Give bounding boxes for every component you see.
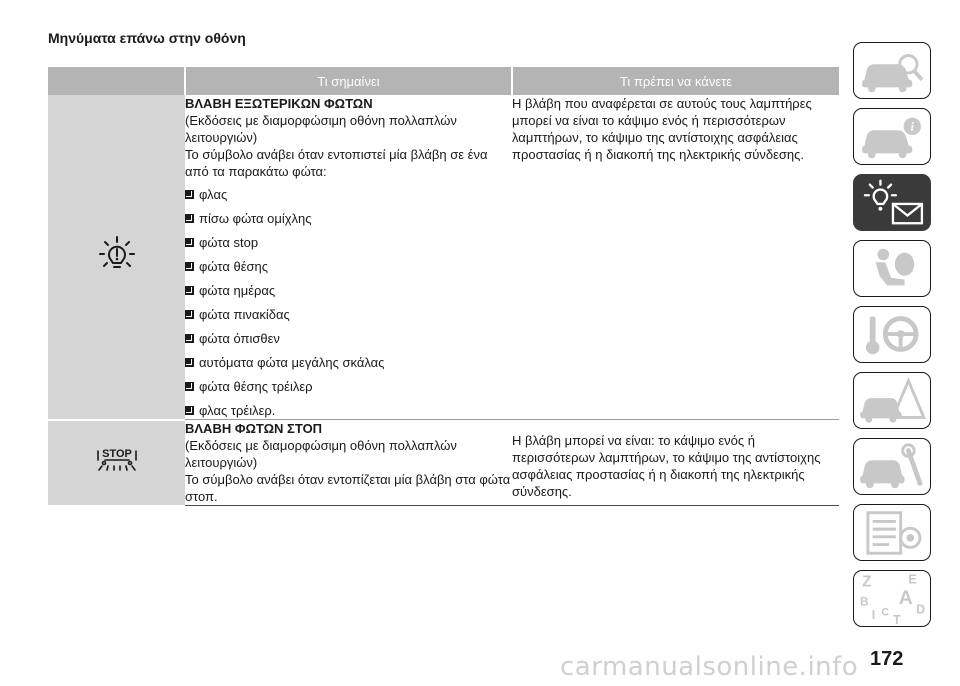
list-item-label: φώτα όπισθεν (199, 331, 280, 346)
header-action: Τι πρέπει να κάνετε (512, 67, 839, 95)
meaning-cell (185, 420, 512, 506)
list-item (185, 234, 512, 251)
table-row (48, 420, 839, 506)
fault-description: (Εκδόσεις με διαμορφώσιμη οθόνη πολλαπλών λειτουργιών) (185, 438, 457, 470)
list-item (185, 258, 512, 275)
list-item-label: φώτα πινακίδας (199, 307, 290, 322)
list-item (185, 306, 512, 323)
list-item-label: αυτόματα φώτα μεγάλης σκάλας (199, 355, 385, 370)
warning-light-message-icon (854, 175, 930, 230)
checkbox-icon (185, 358, 194, 367)
warning-messages-table (48, 67, 839, 507)
checkbox-icon (185, 214, 194, 223)
fault-title: ΒΛΑΒΗ ΦΩΤΩΝ ΣΤΟΠ (185, 421, 323, 436)
car-breakdown-warning-icon (854, 373, 930, 428)
page-number: 172 (870, 648, 904, 670)
car-with-magnifier-icon (854, 43, 930, 98)
airbag-seat-icon (854, 241, 930, 296)
checkbox-icon (185, 334, 194, 343)
table-header-row (48, 67, 839, 95)
list-item (185, 282, 512, 299)
checkbox-icon (185, 382, 194, 391)
fault-description: (Εκδόσεις με διαμορφώσιμη οθόνη πολλαπλών λειτουργιών) (185, 113, 457, 145)
car-info-icon (854, 109, 930, 164)
specifications-list-icon (854, 505, 930, 560)
list-item (185, 210, 512, 227)
index-letter: B (860, 596, 869, 609)
side-tab-starting-driving[interactable] (853, 306, 931, 363)
checkbox-icon (185, 190, 194, 199)
svg-text:i: i (910, 120, 915, 135)
checkbox-icon (185, 238, 194, 247)
side-tab-warning-lights[interactable] (853, 174, 931, 231)
index-letter: Z (862, 573, 872, 591)
checkbox-icon (185, 262, 194, 271)
list-item (185, 354, 512, 371)
list-item-label: φώτα stop (199, 235, 259, 250)
index-letter: T (892, 613, 901, 626)
side-tab-maintenance[interactable] (853, 438, 931, 495)
action-cell: Η βλάβη που αναφέρεται σε αυτούς τους λαμπτήρες μπορεί να είναι το κάψιμο ενός ή περισσότερων λαμπτήρων, το κάψιμο της αντίστοιχης ασφάλειας προστασίας ή η διακοπή της ηλεκτρικής σύνδεσης. (512, 95, 839, 420)
index-letter: A (898, 587, 913, 609)
table-row (48, 95, 839, 420)
side-tab-vehicle-overview[interactable] (853, 42, 931, 99)
watermark: carmanualsonline.info (560, 652, 859, 682)
page-heading: Μηνύματα επάνω στην οθόνη (48, 30, 246, 46)
meaning-cell (185, 95, 512, 420)
index-letter: C (881, 606, 890, 619)
list-item (185, 402, 512, 419)
fault-description-detail: Το σύμβολο ανάβει όταν εντοπιστεί μία βλάβη σε ένα από τα παρακάτω φώτα: (185, 147, 488, 179)
list-item (185, 330, 512, 347)
side-tab-emergency[interactable] (853, 372, 931, 429)
list-item-label: φώτα ημέρας (199, 283, 276, 298)
list-item-label: πίσω φώτα ομίχλης (199, 211, 312, 226)
checkbox-icon (185, 310, 194, 319)
key-steering-wheel-icon (854, 307, 930, 362)
list-item-label: φώτα θέσης τρέιλερ (199, 379, 313, 394)
fault-title: ΒΛΑΒΗ ΕΞΩΤΕΡΙΚΩΝ ΦΩΤΩΝ (185, 96, 373, 111)
exterior-light-fault-icon (97, 263, 137, 278)
car-service-wrench-icon (854, 439, 930, 494)
list-item-label: φλας (199, 187, 228, 202)
side-tab-index[interactable] (853, 570, 931, 627)
action-cell: Η βλάβη μπορεί να είναι: το κάψιμο ενός ή περισσότερων λαμπτήρων, το κάψιμο της αντίστοιχης ασφάλειας προστασίας ή η διακοπή της ηλεκτρικής σύνδεσης. (512, 420, 839, 506)
checkbox-icon (185, 406, 194, 415)
lamp-list (185, 186, 512, 419)
index-letter: E (908, 572, 917, 587)
stop-light-fault-icon (94, 447, 140, 478)
header-icon (48, 67, 185, 95)
index-letter: D (916, 602, 926, 617)
alphabetical-index-icon (854, 571, 930, 626)
fault-description-detail: Το σύμβολο ανάβει όταν εντοπίζεται μία βλάβη στα φώτα στοπ. (185, 472, 511, 504)
side-tab-vehicle-info[interactable] (853, 108, 931, 165)
header-meaning: Τι σημαίνει (185, 67, 512, 95)
stop-icon-text: STOP (101, 447, 132, 460)
index-letter: I (871, 608, 876, 623)
side-tab-safety[interactable] (853, 240, 931, 297)
list-item (185, 378, 512, 395)
icon-cell (48, 420, 185, 506)
icon-cell (48, 95, 185, 420)
list-item-label: φλας τρέιλερ. (199, 403, 276, 418)
checkbox-icon (185, 286, 194, 295)
side-tab-technical-data[interactable] (853, 504, 931, 561)
list-item (185, 186, 512, 203)
list-item-label: φώτα θέσης (199, 259, 269, 274)
